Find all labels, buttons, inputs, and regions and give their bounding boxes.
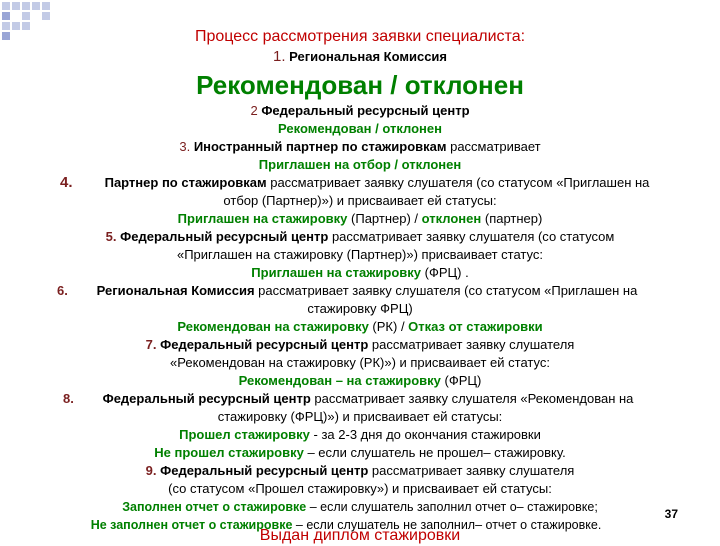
step5-line1 bbox=[0, 228, 720, 246]
footer-status: Выдан диплом стажировки bbox=[259, 527, 461, 544]
step6-line1 bbox=[0, 282, 720, 300]
page-number: 37 bbox=[664, 507, 678, 521]
step6-status-1: Рекомендован на стажировку bbox=[177, 319, 369, 334]
step7-number: 7. bbox=[145, 337, 157, 352]
step4-text2: отбор (Партнер)») и присваивает ей статусы: bbox=[223, 193, 497, 208]
step3-status: Приглашен на отбор / отклонен bbox=[258, 157, 462, 172]
step5-number: 5. bbox=[105, 229, 117, 244]
step5-name: Федеральный ресурсный центр bbox=[120, 229, 329, 244]
step5-text1: рассматривает заявку слушателя (со статусом bbox=[328, 229, 615, 244]
step3-text: рассматривает bbox=[446, 139, 541, 154]
step4-number: 4. bbox=[60, 174, 73, 191]
step6-status-2: Отказ от стажировки bbox=[408, 319, 543, 334]
step4-status-2: отклонен bbox=[421, 211, 482, 226]
step6-status-1-suffix: (РК) / bbox=[368, 319, 409, 334]
step7-name: Федеральный ресурсный центр bbox=[160, 337, 369, 352]
step4-text1: рассматривает заявку слушателя (со статусом «Приглашен на bbox=[266, 175, 650, 190]
step5-status-1-suffix: (ФРЦ) . bbox=[421, 265, 469, 280]
step3-number: 3. bbox=[179, 139, 191, 154]
step9-number: 9. bbox=[145, 463, 157, 478]
step7-text2: «Рекомендован на стажировку (РК)») и присваивает ей статус: bbox=[170, 355, 550, 370]
step8-status-2: Не прошел стажировку bbox=[154, 445, 304, 460]
step9-status-1: Заполнен отчет о стажировке bbox=[122, 500, 307, 514]
step9-line1 bbox=[0, 462, 720, 480]
step6-number: 6. bbox=[57, 283, 68, 298]
step1-line bbox=[0, 48, 720, 66]
step4-status-1-suffix: (Партнер) / bbox=[347, 211, 422, 226]
big-status: Рекомендован / отклонен bbox=[196, 70, 524, 100]
step3-name: Иностранный партнер по стажировкам bbox=[193, 139, 447, 154]
step8-status-line-1 bbox=[0, 426, 720, 444]
step7-statuses bbox=[0, 372, 720, 390]
step8-status-1: Прошел стажировку bbox=[179, 427, 310, 442]
step4-statuses bbox=[0, 210, 720, 228]
step5-text2: «Приглашен на стажировку (Партнер)») присваивает статус: bbox=[176, 247, 543, 262]
step8-status-1-suffix: - за 2-3 дня до окончания стажировки bbox=[309, 427, 541, 442]
step7-line1 bbox=[0, 336, 720, 354]
step2-number: 2 bbox=[250, 103, 258, 118]
step8-name: Федеральный ресурсный центр bbox=[102, 391, 311, 406]
step9-status-2: Не заполнен отчет о стажировке bbox=[90, 518, 293, 532]
step9-text2: (со статусом «Прошел стажировку») и присваивает ей статусы: bbox=[168, 481, 552, 496]
step4-name: Партнер по стажировкам bbox=[104, 175, 267, 190]
step7-status-1: Рекомендован – на стажировку bbox=[238, 373, 441, 388]
step7-status-1-suffix: (ФРЦ) bbox=[440, 373, 482, 388]
step4-line1 bbox=[0, 174, 720, 192]
step8-status-2-suffix: – если слушатель не прошел– стажировку. bbox=[303, 445, 566, 460]
step3-line bbox=[0, 138, 720, 156]
step1-name: Региональная Комиссия bbox=[289, 49, 448, 64]
page-title: Процесс рассмотрения заявки специалиста: bbox=[194, 28, 526, 45]
step4-status-1: Приглашен на стажировку bbox=[177, 211, 348, 226]
step4-status-2-suffix: (партнер) bbox=[481, 211, 543, 226]
step9-name: Федеральный ресурсный центр bbox=[160, 463, 369, 478]
step8-number: 8. bbox=[63, 391, 74, 406]
step6-statuses bbox=[0, 318, 720, 336]
step6-text2: стажировку ФРЦ) bbox=[307, 301, 413, 316]
step9-status-1-suffix: – если слушатель заполнил отчет о– стажировке; bbox=[306, 500, 598, 514]
step9-text1: рассматривает заявку слушателя bbox=[368, 463, 575, 478]
step9-status-line-1 bbox=[0, 498, 720, 516]
step8-text2: стажировку (ФРЦ)») и присваивает ей статусы: bbox=[217, 409, 503, 424]
step6-name: Региональная Комиссия bbox=[96, 283, 255, 298]
step5-status-1: Приглашен на стажировку bbox=[251, 265, 422, 280]
step9-status-2-suffix: – если слушатель не заполнил– отчет о стажировке. bbox=[292, 518, 602, 532]
step2-line bbox=[0, 102, 720, 120]
step2-name: Федеральный ресурсный центр bbox=[261, 103, 470, 118]
step8-status-line-2 bbox=[0, 444, 720, 462]
step8-line1 bbox=[0, 390, 720, 408]
step1-number: 1. bbox=[272, 48, 286, 65]
step2-status: Рекомендован / отклонен bbox=[278, 121, 442, 136]
step7-text1: рассматривает заявку слушателя bbox=[368, 337, 575, 352]
step6-text1: рассматривает заявку слушателя (со статусом «Приглашен на bbox=[254, 283, 638, 298]
step8-text1: рассматривает заявку слушателя «Рекомендован на bbox=[310, 391, 634, 406]
step5-statuses bbox=[0, 264, 720, 282]
